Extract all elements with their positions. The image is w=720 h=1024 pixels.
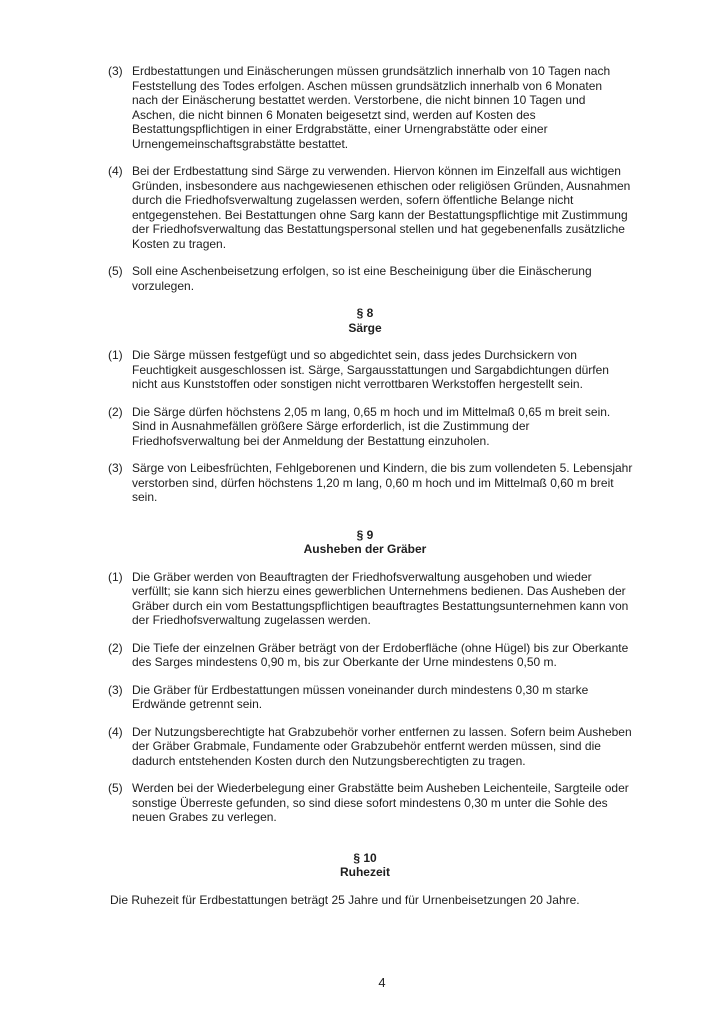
text-line: Die Särge dürfen höchstens 2,05 m lang, 0,65 m hoch und im Mittelmaß 0,65 m breit sein. [132, 404, 611, 419]
text-line: nicht aus Kunststoffen oder sonstigen nicht verrottbaren Werkstoffen hergestellt sein. [132, 377, 583, 391]
text-line: der Gräber Grabmale, Fundamente oder Grabzubehör entfernt werden müssen, sind die [132, 739, 601, 753]
paragraph-marker: (4) [108, 724, 123, 739]
numbered-paragraph [108, 461, 633, 505]
text-line: verfüllt; sie kann sich hierzu eines gewerblichen Unternehmens bedienen. Das Ausheben der [132, 584, 626, 598]
text-line: Särge von Leibesfrüchten, Fehlgeborenen und Kindern, die bis zum vollendeten 5. Lebensjahr [132, 461, 633, 475]
paragraph-marker: (2) [108, 640, 123, 655]
text-line: Bestattungspflichtigen in einer Erdgrabstätte, einer Urnengrabstätte oder einer [132, 122, 548, 136]
text-line: sonstige Überreste gefunden, so sind diese sofort mindestens 0,30 m unter die Sohle des [132, 795, 608, 810]
paragraph-marker: (2) [108, 404, 123, 419]
text-line: dadurch entstehenden Kosten durch den Nutzungsberechtigten zu tragen. [132, 753, 526, 768]
paragraph-marker: (1) [108, 569, 123, 584]
text-line: vorzulegen. [132, 278, 195, 293]
numbered-paragraph [108, 724, 632, 769]
section-heading [108, 528, 622, 557]
numbered-paragraph [108, 348, 622, 392]
section-number: § 10 [353, 850, 377, 865]
paragraph-marker: (5) [108, 781, 123, 795]
paragraph-marker: (1) [108, 348, 123, 362]
numbered-paragraph [108, 405, 622, 449]
section-number: § 9 [356, 527, 374, 542]
section-title: Ausheben der Gräber [303, 542, 427, 556]
text-line: durch die Friedhofsverwaltung zugelassen werden, sofern öffentliche Belange nicht [132, 193, 574, 207]
paragraph-marker: (5) [108, 264, 123, 278]
page-number: 4 [378, 975, 386, 990]
paragraph-marker: (3) [108, 461, 123, 475]
text-line: Gründen, insbesondere aus nachgewiesenen ethischen oder religiösen Gründen, Ausnahmen [132, 178, 631, 193]
text-line: Soll eine Aschenbeisetzung erfolgen, so ist eine Bescheinigung über die Einäscherung [132, 264, 592, 278]
text-line: der Friedhofsverwaltung das Bestattungspersonal stellen und hat gegebenenfalls zusätzliche [132, 222, 625, 236]
text-line: neuen Grabes zu verlegen. [132, 810, 277, 824]
numbered-paragraph [108, 683, 622, 712]
body-paragraph [108, 893, 622, 908]
text-line: Werden bei der Wiederbelegung einer Grabstätte beim Ausheben Leichenteile, Sargteile oder [132, 781, 629, 795]
text-line: sein. [132, 490, 158, 504]
text-line: Feststellung des Todes erfolgen. Aschen müssen grundsätzlich innerhalb von 6 Monaten [132, 78, 603, 93]
section-heading [108, 306, 622, 335]
text-line: Die Särge müssen festgefügt und so abgedichtet sein, dass jedes Durchsickern von [132, 348, 577, 362]
numbered-paragraph [108, 264, 622, 293]
text-line: Gräber durch ein vom Bestattungspflichtigen beauftragtes Bestattungsunternehmen kann von [132, 598, 629, 613]
text-line: Erdwände getrennt sein. [132, 697, 263, 711]
numbered-paragraph [108, 569, 629, 628]
text-line: Kosten zu tragen. [132, 236, 227, 251]
text-line: der Friedhofsverwaltung zugelassen werden. [132, 613, 371, 627]
text-line: Erdbestattungen und Einäscherungen müssen grundsätzlich innerhalb von 10 Tagen nach [132, 64, 611, 78]
text-line: Bei der Erdbestattung sind Särge zu verwenden. Hiervon können im Einzelfall aus wichtigen [132, 164, 621, 178]
text-line: Sind in Ausnahmefällen größere Särge erforderlich, ist die Zustimmung der [132, 419, 530, 433]
paragraph-marker: (3) [108, 682, 123, 697]
paragraph-marker: (4) [108, 164, 123, 178]
numbered-paragraph [108, 640, 629, 670]
section-heading [108, 851, 622, 880]
text-line: Die Gräber für Erdbestattungen müssen voneinander durch mindestens 0,30 m starke [132, 682, 589, 697]
text-line: Die Tiefe der einzelnen Gräber beträgt von der Erdoberfläche (ohne Hügel) bis zur Oberkante [132, 640, 629, 655]
numbered-paragraph [108, 781, 629, 825]
text-line: nach der Einäscherung bestattet werden. Verstorbene, die nicht binnen 10 Tagen und [132, 93, 586, 107]
text-line: Friedhofsverwaltung bei der Anmeldung der Bestattung einzuholen. [132, 433, 490, 448]
text-line: Der Nutzungsberechtigte hat Grabzubehör vorher entfernen zu lassen. Sofern beim Ausheben [132, 724, 632, 739]
text-line: Feuchtigkeit ausgeschlossen ist. Särge, Sargausstattungen und Sargabdichtungen dürfen [132, 362, 609, 377]
numbered-paragraph [108, 164, 631, 251]
text-line: Die Gräber werden von Beauftragten der Friedhofsverwaltung ausgehoben und wieder [132, 569, 592, 584]
section-title: Ruhezeit [339, 865, 390, 879]
section-title: Särge [348, 320, 382, 335]
numbered-paragraph [108, 64, 622, 151]
text-line: Die Ruhezeit für Erdbestattungen beträgt 25 Jahre und für Urnenbeisetzungen 20 Jahre. [110, 892, 580, 907]
document-content [108, 64, 633, 907]
text-line: entgegenstehen. Bei Bestattungen ohne Sarg kann der Bestattungspflichtige mit Zustimmung [132, 207, 628, 222]
section-number: § 8 [356, 306, 374, 320]
paragraph-marker: (3) [108, 64, 123, 78]
text-line: des Sarges mindestens 0,90 m, bis zur Oberkante der Urne mindestens 0,50 m. [132, 655, 557, 669]
text-line: verstorben sind, dürfen höchstens 1,20 m lang, 0,60 m hoch und im Mittelmaß 0,60 m breit [132, 475, 614, 490]
text-line: Aschen, die nicht binnen 6 Monaten beigesetzt sind, werden auf Kosten des [132, 107, 536, 122]
text-line: Urnengemeinschaftsgrabstätte bestattet. [132, 136, 349, 151]
